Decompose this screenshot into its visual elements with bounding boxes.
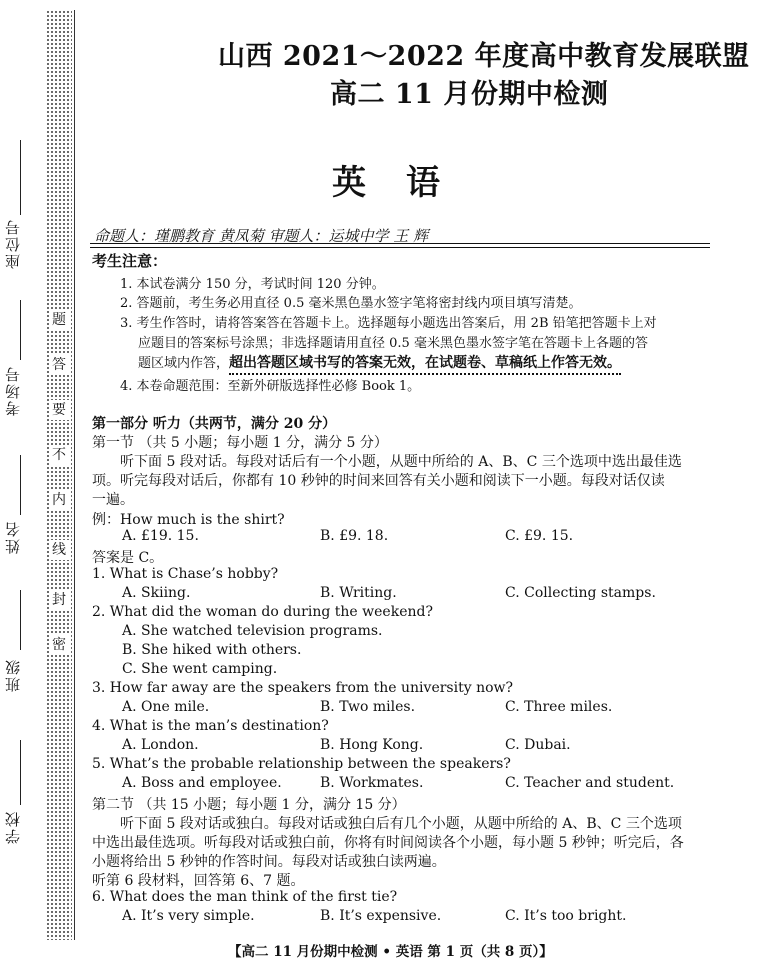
intro-line: 中选出最佳选项。听每段对话或独白前，你将有时间阅读各个小题，每小题 5 秒钟；听完后，各 — [92, 835, 684, 851]
intro-line: 听下面 5 段对话。每段对话后有一个小题，从题中所给的 A、B、C 三个选项中选出最佳选 — [120, 454, 682, 470]
note-1: 1. 本试卷满分 150 分，考试时间 120 分钟。 — [120, 277, 385, 292]
exam-title-line1: 山西 2021～2022 年度高中教育发展联盟 — [218, 41, 750, 72]
strip-char: 密 — [49, 635, 69, 655]
option: A. £19. 15. — [122, 528, 199, 544]
material-6: 听第 6 段材料，回答第 6、7 题。 — [92, 873, 305, 889]
part1-heading: 第一部分 听力（共两节，满分 20 分） — [92, 416, 337, 432]
question-4: 4. What is the man’s destination? — [92, 718, 329, 734]
name-line — [20, 455, 21, 515]
option: B. Hong Kong. — [320, 737, 424, 753]
option: C. She went camping. — [122, 661, 278, 677]
note-3-plain: 题区域内作答， — [138, 356, 230, 371]
name-label: 姓名 — [4, 520, 22, 554]
intro-line: 一遍。 — [92, 492, 134, 508]
header-rule — [90, 247, 710, 248]
option: B. Two miles. — [320, 699, 416, 715]
strip-char: 不 — [49, 445, 69, 465]
school-label: 学校 — [4, 810, 22, 844]
strip-char: 要 — [49, 400, 69, 420]
example-question: 例：How much is the shirt? — [92, 512, 285, 528]
option: B. £9. 18. — [320, 528, 389, 544]
intro-line: 项。听完每段对话后，你都有 10 秒钟的时间来回答有关小题和阅读下一小题。每段对话仅读 — [92, 473, 665, 489]
option: B. It’s expensive. — [320, 908, 442, 924]
exam-title-line2: 高二 11 月份期中检测 — [330, 79, 609, 110]
seat-number-line — [20, 140, 21, 215]
question-5: 5. What’s the probable relationship between the speakers? — [92, 756, 511, 772]
question-6: 6. What does the man think of the first tie? — [92, 889, 398, 905]
intro-line: 小题将给出 5 秒钟的作答时间。每段对话或独白读两遍。 — [92, 854, 446, 870]
option: C. £9. 15. — [505, 528, 574, 544]
option: C. Dubai. — [505, 737, 571, 753]
strip-char: 内 — [49, 490, 69, 510]
option: A. She watched television programs. — [122, 623, 383, 639]
option: A. Skiing. — [122, 585, 191, 601]
note-4: 4. 本卷命题范围：至新外研版选择性必修 Book 1。 — [120, 379, 421, 394]
class-line — [20, 590, 21, 650]
authors-line: 命题人：瑾鹏教育 黄凤菊 审题人：运城中学 王 辉 — [94, 227, 429, 245]
option: C. It’s too bright. — [505, 908, 627, 924]
option: A. One mile. — [122, 699, 210, 715]
note-3-emphasis: 超出答题区域书写的答案无效，在试题卷、草稿纸上作答无效。 — [229, 355, 621, 375]
note-3-line2: 应题目的答案标号涂黑；非选择题请用直径 0.5 毫米黑色墨水签字笔在答题卡上各题的答 — [138, 336, 648, 351]
exam-room-label: 考场号 — [4, 365, 22, 416]
option: B. She hiked with others. — [122, 642, 302, 658]
seat-number-label: 座位号 — [4, 218, 22, 269]
strip-char: 线 — [49, 540, 69, 560]
note-2: 2. 答题前，考生务必用直径 0.5 毫米黑色墨水签字笔将密封线内项目填写清楚。 — [120, 296, 582, 311]
subject-title: 英语 — [332, 163, 480, 203]
note-3-line1: 3. 考生作答时，请将答案答在答题卡上。选择题每小题选出答案后，用 2B 铅笔把答题卡上对 — [120, 316, 657, 331]
header-rule — [90, 243, 710, 244]
seal-line — [74, 10, 75, 940]
school-line — [20, 740, 21, 805]
option: A. It’s very simple. — [122, 908, 255, 924]
intro-line: 听下面 5 段对话或独白。每段对话或独白后有几个小题，从题中所给的 A、B、C 三个选项 — [120, 816, 682, 832]
question-3: 3. How far away are the speakers from the university now? — [92, 680, 513, 696]
option: C. Three miles. — [505, 699, 613, 715]
notes-title: 考生注意： — [92, 252, 168, 270]
strip-char: 答 — [49, 355, 69, 375]
class-label: 班级 — [4, 658, 22, 692]
option: C. Teacher and student. — [505, 775, 675, 791]
strip-char: 题 — [49, 310, 69, 330]
exam-room-line — [20, 300, 21, 360]
question-1: 1. What is Chase’s hobby? — [92, 566, 279, 582]
example-answer: 答案是 C。 — [92, 550, 164, 566]
question-2: 2. What did the woman do during the weekend? — [92, 604, 433, 620]
option: B. Writing. — [320, 585, 397, 601]
note-3-line3 — [138, 352, 621, 372]
strip-char: 封 — [49, 590, 69, 610]
section1-heading: 第一节 （共 5 小题；每小题 1 分，满分 5 分） — [92, 435, 388, 451]
option: A. London. — [122, 737, 199, 753]
option: B. Workmates. — [320, 775, 424, 791]
option: A. Boss and employee. — [122, 775, 282, 791]
option: C. Collecting stamps. — [505, 585, 656, 601]
page-footer: 【高二 11 月份期中检测 • 英语 第 1 页（共 8 页）】 — [228, 944, 553, 960]
binding-strip — [46, 10, 72, 940]
section2-heading: 第二节 （共 15 小题；每小题 1 分，满分 15 分） — [92, 797, 406, 813]
